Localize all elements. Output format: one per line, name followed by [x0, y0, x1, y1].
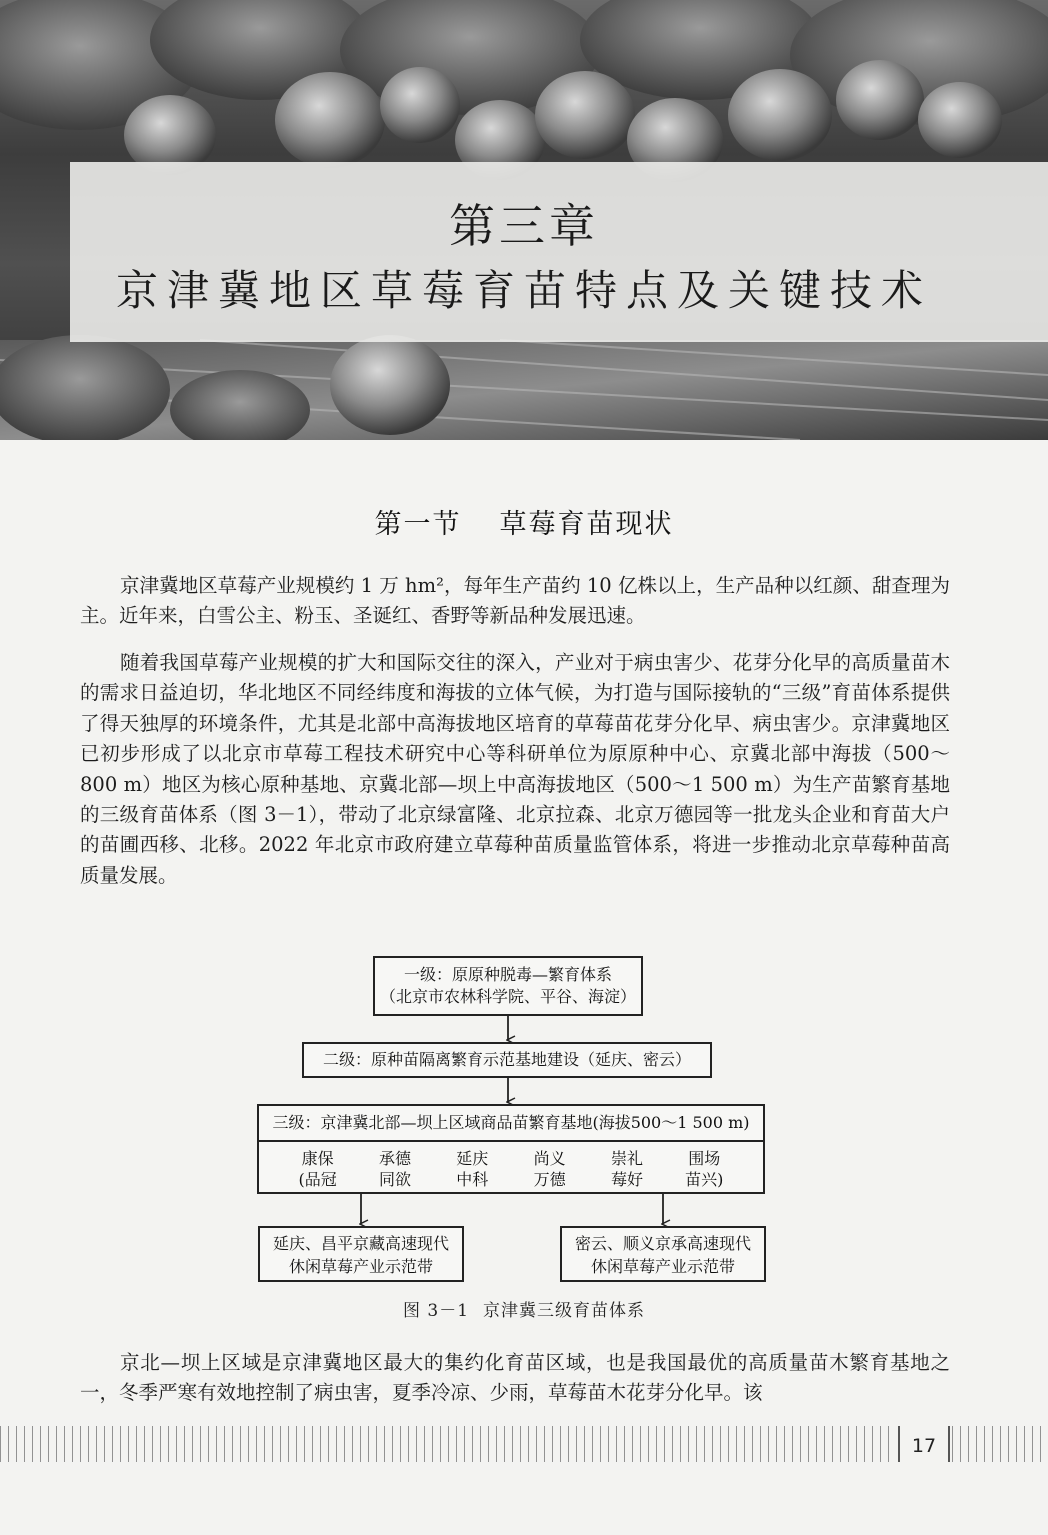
- site-company: 万德: [533, 1170, 566, 1189]
- zone-right-line2: 休闲草莓产业示范带: [590, 1257, 735, 1276]
- level3-title: 三级：京津冀北部—坝上区域商品苗繁育基地(海拔500～1 500 m): [259, 1106, 763, 1142]
- site-company: (品冠: [298, 1170, 337, 1189]
- zone-right-line1: 密云、顺义京承高速现代: [574, 1234, 751, 1253]
- site-cell: [674, 1148, 734, 1190]
- site-place: 围场: [688, 1149, 721, 1168]
- paragraph-2: 随着我国草莓产业规模的扩大和国际交往的深入，产业对于病虫害少、花芽分化早的高质量苗木的需求日益迫切，华北地区不同经纬度和海拔的立体气候，为打造与国际接轨的“三级”育苗体系提供了得天独厚的环境条件，尤其是北部中高海拔地区培育的草莓苗花芽分化早、病虫害少。京津冀地区已初步形成了以北京市草莓工程技术研究中心等科研单位为原原种中心、京冀北部中海拔（500～800 m）地区为核心原种基地、京冀北部—坝上中高海拔地区（500～1 500 m）为生产苗繁育基地的三级育苗体系（图 3－1），带动了北京绿富隆、北京拉森、北京万德园等一批龙头企业和育苗大户的苗圃西移、北移。2022 年北京市政府建立草莓种苗质量监管体系，将进一步推动北京草莓种苗高质量发展。: [80, 651, 950, 887]
- level1-line1: 一级：原原种脱毒—繁育体系: [403, 965, 612, 984]
- site-cell: [288, 1148, 348, 1190]
- figure-caption: [0, 1296, 1048, 1321]
- page-number: 17: [898, 1426, 950, 1462]
- site-place: 延庆: [456, 1149, 489, 1168]
- chapter-number: 第三章: [449, 199, 599, 253]
- paragraph-3: 京北—坝上区域是京津冀地区最大的集约化育苗区域，也是我国最优的高质量苗木繁育基地之一，冬季严寒有效地控制了病虫害，夏季冷凉、少雨，草莓苗木花芽分化早。该: [80, 1351, 950, 1405]
- site-cell: [520, 1148, 580, 1190]
- site-company: 同欲: [378, 1170, 411, 1189]
- zone-left-box: [258, 1226, 464, 1282]
- zone-left-line2: 休闲草莓产业示范带: [288, 1257, 433, 1276]
- zone-left-line1: 延庆、昌平京藏高速现代: [272, 1234, 449, 1253]
- site-cell: [597, 1148, 657, 1190]
- site-place: 尚义: [533, 1149, 566, 1168]
- level3-box: [257, 1104, 765, 1194]
- site-place: 承德: [378, 1149, 411, 1168]
- section-number: 第一节: [374, 509, 462, 540]
- site-cell: [365, 1148, 425, 1190]
- figure-caption-text: 京津冀三级育苗体系: [483, 1301, 646, 1321]
- zone-right-box: [560, 1226, 766, 1282]
- site-cell: [442, 1148, 502, 1190]
- section-heading: [0, 502, 1048, 541]
- figure-label: 图 3－1: [402, 1301, 470, 1321]
- site-company: 莓好: [610, 1170, 643, 1189]
- paragraph-1: 京津冀地区草莓产业规模约 1 万 hm²，每年生产苗约 10 亿株以上，生产品种以红颜、甜查理为主。近年来，白雪公主、粉玉、圣诞红、香野等新品种发展迅速。: [80, 574, 950, 628]
- site-company: 中科: [456, 1170, 489, 1189]
- site-place: 崇礼: [610, 1149, 643, 1168]
- level1-box: [373, 956, 643, 1016]
- level1-line2: （北京市农林科学院、平谷、海淀）: [379, 987, 636, 1006]
- level3-sites: [259, 1142, 763, 1190]
- level2-box: 二级：原种苗隔离繁育示范基地建设（延庆、密云）: [302, 1042, 712, 1078]
- footer-decoration-right: [952, 1426, 1048, 1462]
- chapter-title: 京津冀地区草莓育苗特点及关键技术: [115, 266, 932, 315]
- footer-decoration: [0, 1426, 893, 1462]
- site-place: 康保: [301, 1149, 334, 1168]
- site-company: 苗兴): [685, 1170, 724, 1189]
- section-title: 草莓育苗现状: [499, 509, 674, 540]
